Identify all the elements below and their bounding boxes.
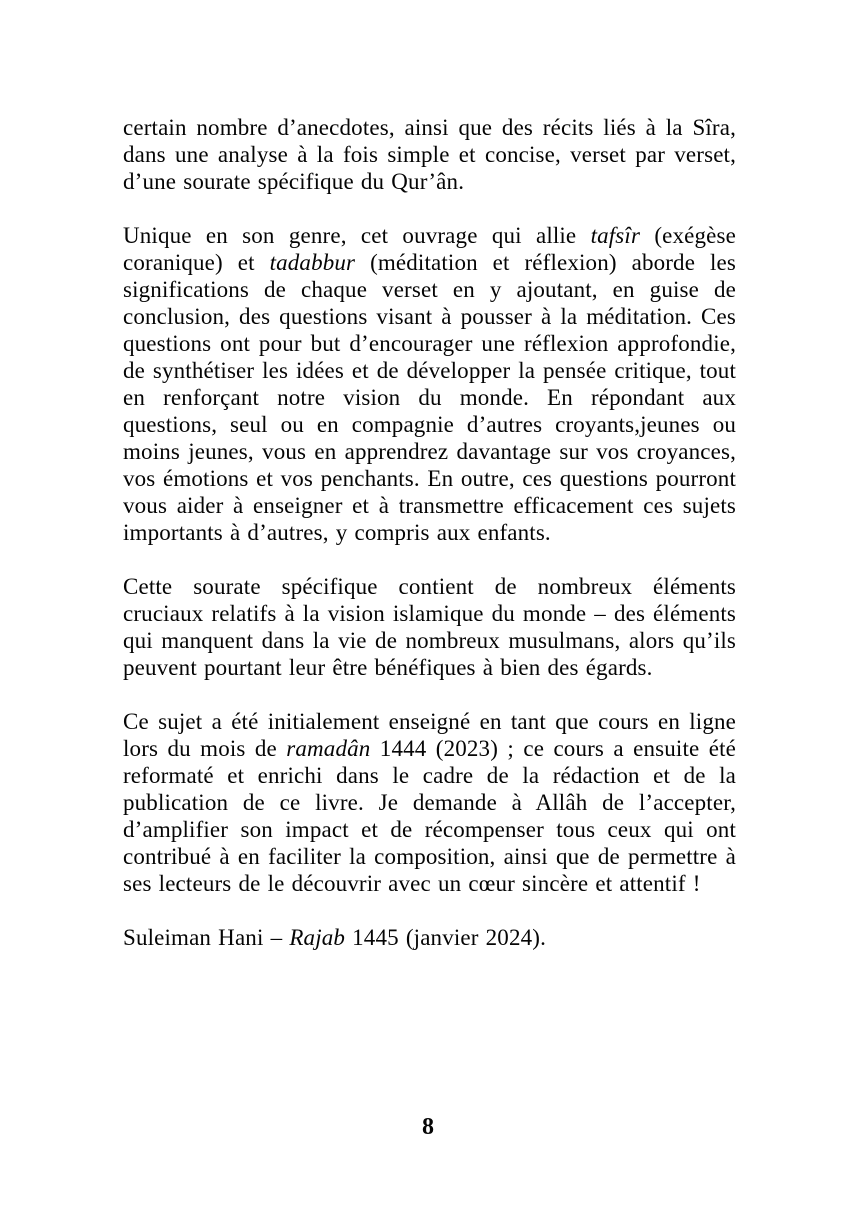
italic-text-run: ramadân bbox=[286, 736, 371, 761]
italic-text-run: Rajab bbox=[289, 925, 346, 950]
paragraph bbox=[123, 924, 736, 951]
paragraph bbox=[123, 222, 736, 546]
text-run: (exégèse coranique) et bbox=[123, 223, 736, 275]
text-run: 1445 (janvier 2024). bbox=[345, 925, 546, 950]
text-run: Unique en son genre, cet ouvrage qui allie bbox=[123, 223, 591, 248]
paragraph bbox=[123, 114, 736, 195]
italic-text-run: tafsîr bbox=[590, 223, 641, 248]
paragraph bbox=[123, 573, 736, 681]
text-block bbox=[123, 114, 736, 951]
italic-text-run: tadabbur bbox=[269, 250, 356, 275]
text-run: 1444 (2023) ; ce cours a ensuite été reformaté et enrichi dans le cadre de la rédaction et de la publication de ce livre. Je demande à Allâh de l’accepter, d’amplifier son impact et de récompenser tous ceux qui ont contribué à en faciliter la composition, ainsi que de permettre à ses lecteurs de le découvrir avec un cœur sincère et attentif ! bbox=[123, 736, 736, 896]
text-run: Suleiman Hani – bbox=[123, 925, 290, 950]
paragraph bbox=[123, 708, 736, 897]
text-run: certain nombre d’anecdotes, ainsi que des récits liés à la Sîra, dans une analyse à la fois simple et concise, verset par verset, d’une sourate spécifique du Qur’ân. bbox=[123, 115, 736, 194]
page-number: 8 bbox=[422, 1114, 434, 1140]
text-run: (méditation et réflexion) aborde les significations de chaque verset en y ajoutant, en guise de conclusion, des questions visant à pousser à la méditation. Ces questions ont pour but d’encourager une réflexion approfondie, de synthétiser les idées et de développer la pensée critique, tout en renforçant notre vision du monde. En répondant aux questions, seul ou en compagnie d’autres croyants,jeunes ou moins jeunes, vous en apprendrez davantage sur vos croyances, vos émotions et vos penchants. En outre, ces questions pourront vous aider à enseigner et à transmettre efficacement ces sujets importants à d’autres, y compris aux enfants. bbox=[123, 250, 736, 545]
text-run: Ce sujet a été initialement enseigné en tant que cours en ligne lors du mois de bbox=[123, 709, 736, 761]
text-run: Cette sourate spécifique contient de nombreux éléments cruciaux relatifs à la vision islamique du monde – des éléments qui manquent dans la vie de nombreux musulmans, alors qu’ils peuvent pourtant leur être bénéfiques à bien des égards. bbox=[123, 574, 736, 680]
